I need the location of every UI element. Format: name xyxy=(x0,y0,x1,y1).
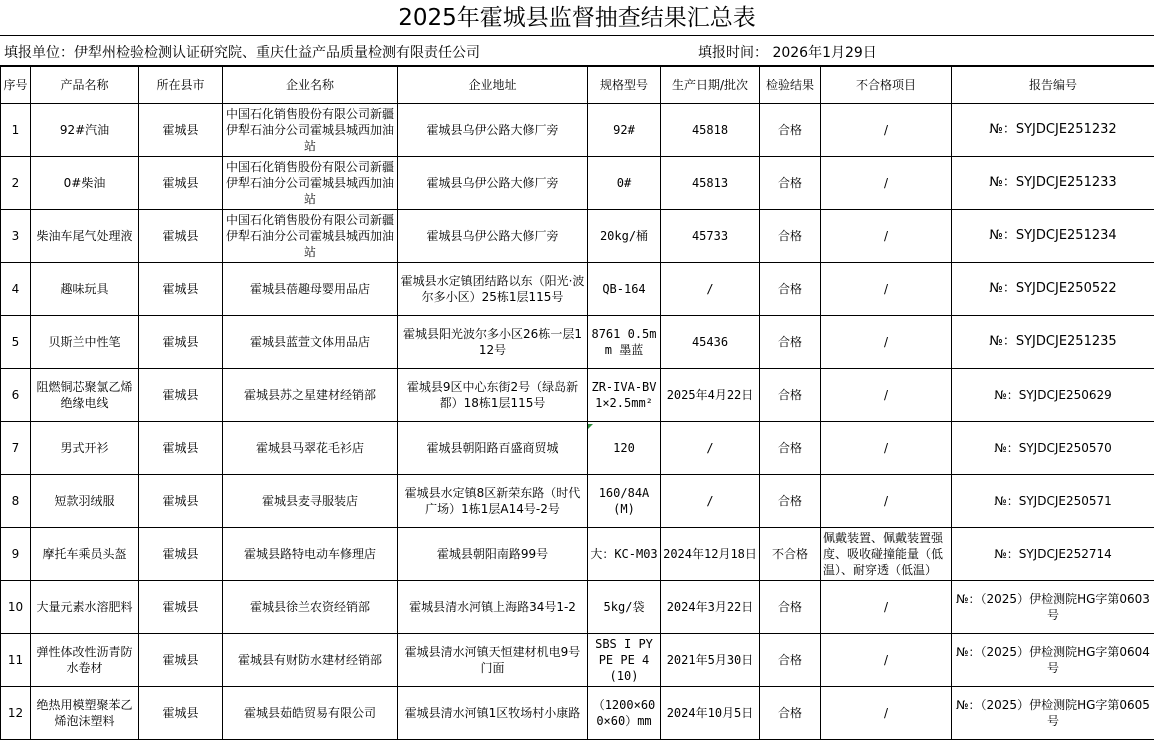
cell-product: 摩托车乘员头盔 xyxy=(31,528,139,581)
cell-result: 合格 xyxy=(760,104,821,157)
cell-defect: / xyxy=(821,475,952,528)
cell-address: 霍城县清水河镇天恒建材机电9号门面 xyxy=(398,634,588,687)
cell-spec: 160/84A(M) xyxy=(588,475,661,528)
table-row xyxy=(1,422,1154,475)
cell-county: 霍城县 xyxy=(139,475,223,528)
cell-spec: SBS I PY PE PE 4 (10) xyxy=(588,634,661,687)
table-row xyxy=(1,687,1154,740)
cell-report: №：SYJDCJE251233 xyxy=(952,157,1154,210)
cell-product: 大量元素水溶肥料 xyxy=(31,581,139,634)
cell-report: №：SYJDCJE251234 xyxy=(952,210,1154,263)
cell-no: 2 xyxy=(1,157,31,210)
cell-defect: / xyxy=(821,422,952,475)
table-row xyxy=(1,316,1154,369)
cell-date: 45436 xyxy=(661,316,760,369)
cell-defect: / xyxy=(821,581,952,634)
cell-report: №：SYJDCJE250571 xyxy=(952,475,1154,528)
cell-result: 合格 xyxy=(760,210,821,263)
cell-date: 2024年12月18日 xyxy=(661,528,760,581)
cell-result: 不合格 xyxy=(760,528,821,581)
cell-product: 男式开衫 xyxy=(31,422,139,475)
cell-comment-marker xyxy=(588,424,593,429)
cell-county: 霍城县 xyxy=(139,634,223,687)
table-row xyxy=(1,369,1154,422)
header-county: 所在县市 xyxy=(139,67,223,104)
cell-spec: ZR-IVA-BV 1×2.5mm² xyxy=(588,369,661,422)
cell-address: 霍城县水定镇8区新荣东路（时代广场）1栋1层A14号-2号 xyxy=(398,475,588,528)
cell-county: 霍城县 xyxy=(139,422,223,475)
table-row xyxy=(1,210,1154,263)
cell-date: 2024年3月22日 xyxy=(661,581,760,634)
cell-result: 合格 xyxy=(760,263,821,316)
table-row xyxy=(1,263,1154,316)
cell-spec: 120 xyxy=(588,422,661,475)
cell-no: 10 xyxy=(1,581,31,634)
cell-no: 9 xyxy=(1,528,31,581)
cell-spec: QB-164 xyxy=(588,263,661,316)
cell-no: 4 xyxy=(1,263,31,316)
cell-date: 45733 xyxy=(661,210,760,263)
cell-address: 霍城县朝阳南路99号 xyxy=(398,528,588,581)
cell-address: 霍城县清水河镇1区牧场村小康路 xyxy=(398,687,588,740)
table-row xyxy=(1,157,1154,210)
cell-company: 霍城县徐兰农资经销部 xyxy=(223,581,398,634)
cell-county: 霍城县 xyxy=(139,157,223,210)
cell-no: 6 xyxy=(1,369,31,422)
cell-date: 45813 xyxy=(661,157,760,210)
cell-no: 8 xyxy=(1,475,31,528)
header-spec: 规格型号 xyxy=(588,67,661,104)
cell-spec: 5kg/袋 xyxy=(588,581,661,634)
cell-spec: 8761 0.5mm 墨蓝 xyxy=(588,316,661,369)
cell-no: 5 xyxy=(1,316,31,369)
table-row xyxy=(1,634,1154,687)
cell-spec: 0# xyxy=(588,157,661,210)
cell-county: 霍城县 xyxy=(139,581,223,634)
cell-county: 霍城县 xyxy=(139,316,223,369)
cell-address: 霍城县乌伊公路大修厂旁 xyxy=(398,157,588,210)
table-row xyxy=(1,104,1154,157)
header-report: 报告编号 xyxy=(952,67,1154,104)
cell-company: 霍城县麦寻服装店 xyxy=(223,475,398,528)
cell-defect: / xyxy=(821,369,952,422)
cell-date: 2024年10月5日 xyxy=(661,687,760,740)
header-product: 产品名称 xyxy=(31,67,139,104)
cell-company: 霍城县苏之星建材经销部 xyxy=(223,369,398,422)
cell-date: 2021年5月30日 xyxy=(661,634,760,687)
reporting-unit: 填报单位：伊犁州检验检测认证研究院、重庆仕益产品质量检测有限责任公司 xyxy=(4,45,480,61)
cell-defect: / xyxy=(821,210,952,263)
cell-no: 7 xyxy=(1,422,31,475)
cell-address: 霍城县9区中心东街2号（绿岛新都）18栋1层115号 xyxy=(398,369,588,422)
cell-no: 1 xyxy=(1,104,31,157)
results-table xyxy=(0,66,1154,740)
reporting-time: 填报时间： 2026年1月29日 xyxy=(698,45,877,61)
cell-company: 霍城县蓓趣母婴用品店 xyxy=(223,263,398,316)
cell-product: 趣味玩具 xyxy=(31,263,139,316)
cell-address: 霍城县阳光波尔多小区26栋一层112号 xyxy=(398,316,588,369)
cell-company: 中国石化销售股份有限公司新疆伊犁石油分公司霍城县城西加油站 xyxy=(223,157,398,210)
cell-county: 霍城县 xyxy=(139,263,223,316)
cell-report: №：SYJDCJE250522 xyxy=(952,263,1154,316)
cell-county: 霍城县 xyxy=(139,369,223,422)
cell-spec: 20kg/桶 xyxy=(588,210,661,263)
header-no: 序号 xyxy=(1,67,31,104)
cell-result: 合格 xyxy=(760,369,821,422)
header-date: 生产日期/批次 xyxy=(661,67,760,104)
cell-spec: 大：KC-M03 xyxy=(588,528,661,581)
cell-county: 霍城县 xyxy=(139,687,223,740)
cell-date: 45818 xyxy=(661,104,760,157)
cell-report: №：SYJDCJE251235 xyxy=(952,316,1154,369)
cell-product: 短款羽绒服 xyxy=(31,475,139,528)
cell-report: №：（2025）伊检测院HG字第0604号 xyxy=(952,634,1154,687)
cell-product: 绝热用模塑聚苯乙烯泡沫塑料 xyxy=(31,687,139,740)
cell-date: 2025年4月22日 xyxy=(661,369,760,422)
cell-address: 霍城县乌伊公路大修厂旁 xyxy=(398,104,588,157)
cell-defect: 佩戴装置、佩戴装置强度、吸收碰撞能量（低温）、耐穿透（低温） xyxy=(821,528,952,581)
cell-result: 合格 xyxy=(760,157,821,210)
cell-county: 霍城县 xyxy=(139,528,223,581)
cell-product: 阻燃铜芯聚氯乙烯绝缘电线 xyxy=(31,369,139,422)
cell-address: 霍城县乌伊公路大修厂旁 xyxy=(398,210,588,263)
cell-result: 合格 xyxy=(760,422,821,475)
cell-result: 合格 xyxy=(760,581,821,634)
cell-product: 0#柴油 xyxy=(31,157,139,210)
cell-defect: / xyxy=(821,316,952,369)
cell-company: 霍城县茹皓贸易有限公司 xyxy=(223,687,398,740)
cell-no: 12 xyxy=(1,687,31,740)
cell-report: №：（2025）伊检测院HG字第0605号 xyxy=(952,687,1154,740)
header-address: 企业地址 xyxy=(398,67,588,104)
cell-report: №：SYJDCJE251232 xyxy=(952,104,1154,157)
cell-defect: / xyxy=(821,687,952,740)
cell-address: 霍城县朝阳路百盛商贸城 xyxy=(398,422,588,475)
table-row xyxy=(1,581,1154,634)
cell-product: 贝斯兰中性笔 xyxy=(31,316,139,369)
cell-defect: / xyxy=(821,104,952,157)
cell-defect: / xyxy=(821,634,952,687)
cell-result: 合格 xyxy=(760,475,821,528)
cell-result: 合格 xyxy=(760,316,821,369)
cell-spec: （1200×600×60）mm xyxy=(588,687,661,740)
cell-result: 合格 xyxy=(760,634,821,687)
cell-defect: / xyxy=(821,157,952,210)
cell-product: 92#汽油 xyxy=(31,104,139,157)
cell-company: 霍城县蓝萱文体用品店 xyxy=(223,316,398,369)
cell-date: / xyxy=(661,263,760,316)
cell-product: 弹性体改性沥青防水卷材 xyxy=(31,634,139,687)
cell-company: 霍城县有财防水建材经销部 xyxy=(223,634,398,687)
cell-company: 霍城县马翠花毛衫店 xyxy=(223,422,398,475)
info-row xyxy=(0,36,1154,66)
cell-defect: / xyxy=(821,263,952,316)
table-row xyxy=(1,475,1154,528)
cell-date: / xyxy=(661,422,760,475)
cell-report: №：SYJDCJE250570 xyxy=(952,422,1154,475)
cell-report: №：（2025）伊检测院HG字第0603号 xyxy=(952,581,1154,634)
cell-county: 霍城县 xyxy=(139,210,223,263)
header-row xyxy=(1,67,1154,104)
cell-spec: 92# xyxy=(588,104,661,157)
cell-no: 11 xyxy=(1,634,31,687)
cell-date: / xyxy=(661,475,760,528)
cell-company: 中国石化销售股份有限公司新疆伊犁石油分公司霍城县城西加油站 xyxy=(223,210,398,263)
cell-county: 霍城县 xyxy=(139,104,223,157)
cell-address: 霍城县清水河镇上海路34号1-2 xyxy=(398,581,588,634)
header-result: 检验结果 xyxy=(760,67,821,104)
cell-report: №：SYJDCJE252714 xyxy=(952,528,1154,581)
sheet-title: 2025年霍城县监督抽查结果汇总表 xyxy=(0,0,1154,36)
table-row xyxy=(1,528,1154,581)
cell-report: №：SYJDCJE250629 xyxy=(952,369,1154,422)
cell-company: 中国石化销售股份有限公司新疆伊犁石油分公司霍城县城西加油站 xyxy=(223,104,398,157)
header-defect: 不合格项目 xyxy=(821,67,952,104)
cell-result: 合格 xyxy=(760,687,821,740)
cell-address: 霍城县水定镇团结路以东（阳光·波尔多小区）25栋1层115号 xyxy=(398,263,588,316)
header-company: 企业名称 xyxy=(223,67,398,104)
cell-no: 3 xyxy=(1,210,31,263)
cell-product: 柴油车尾气处理液 xyxy=(31,210,139,263)
cell-company: 霍城县路特电动车修理店 xyxy=(223,528,398,581)
